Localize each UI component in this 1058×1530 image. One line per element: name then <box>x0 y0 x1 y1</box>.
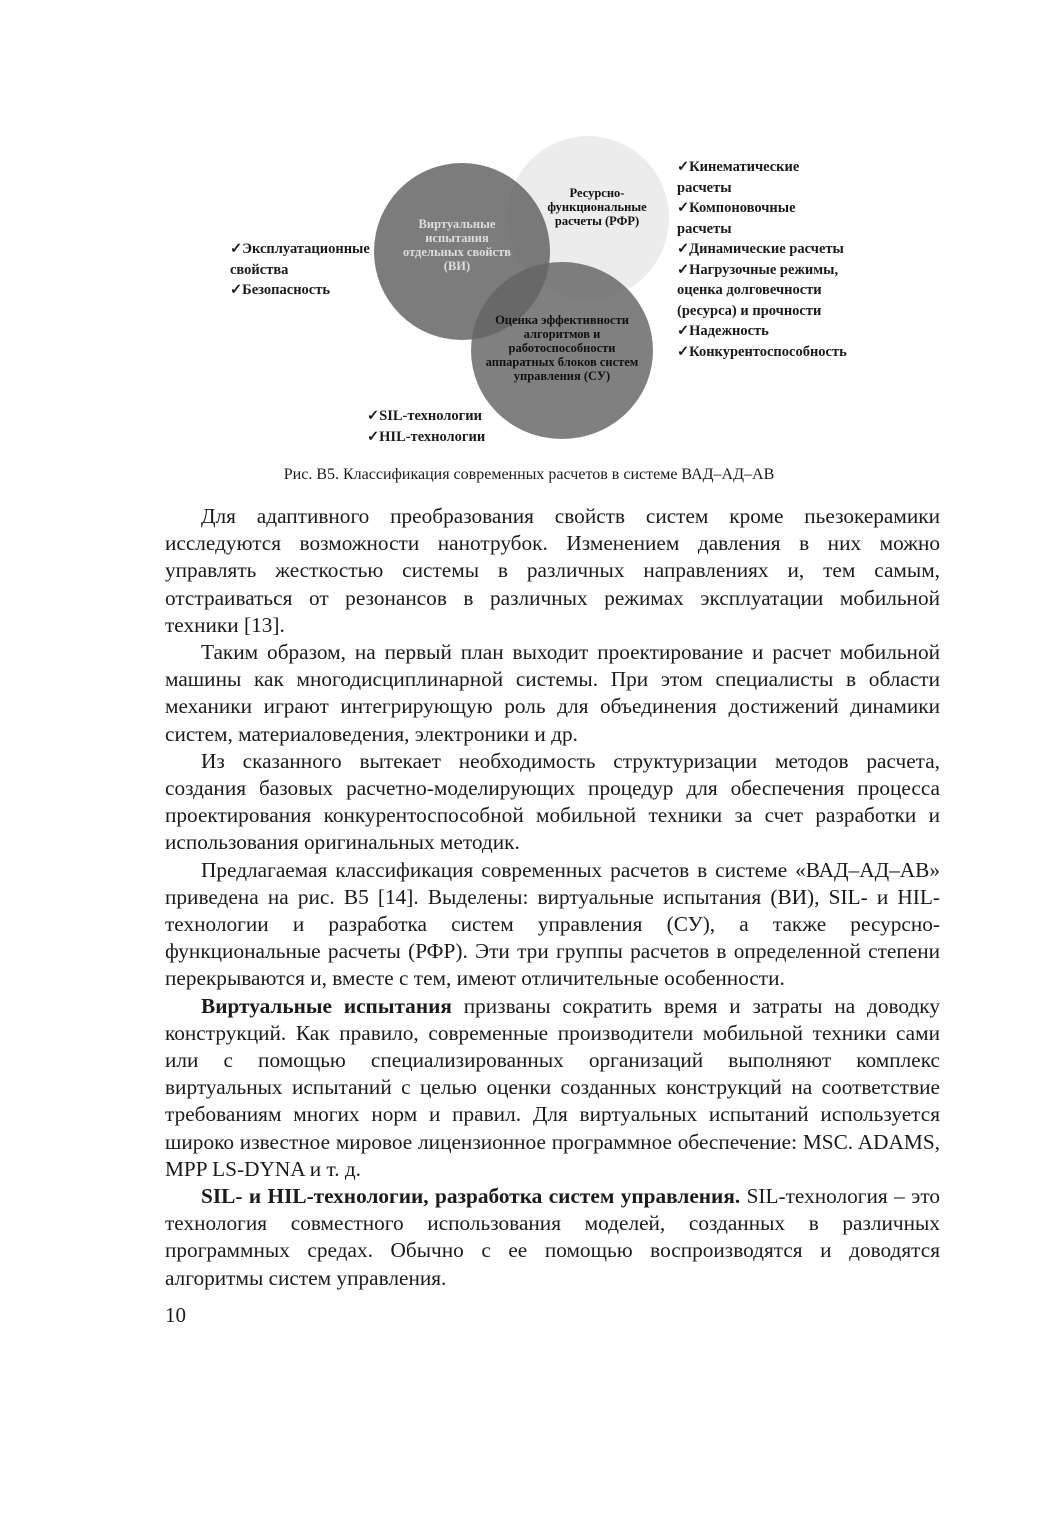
figure-caption: Рис. В5. Классификация современных расчетов в системе ВАД–АД–АВ <box>283 466 775 483</box>
bottom-list <box>367 406 485 447</box>
list-item: ✓Нагрузочные режимы, оценка долговечности (ресурса) и прочности <box>677 261 839 319</box>
right-list <box>677 157 882 362</box>
left-list <box>230 239 400 301</box>
list-item: ✓SIL-технологии <box>367 408 482 424</box>
paragraph-bold: Виртуальные испытания <box>201 993 452 1018</box>
paragraph-text: призваны сократить время и затраты на доводку конструкций. Как правило, современные производители мобильной техники сами или с помощью специализированных организаций выполняют комплекс виртуальных испытаний с целью оценки созданных конструкций на соответствие требованиям многих норм и правил. Для виртуальных испытаний используется широко известное мировое лицензионное программное обеспечение: MSC. ADAMS, MPP LS-DYNA и т. д. <box>165 993 940 1181</box>
circle-su-label: Оценка эффективности алгоритмов и работоспособности аппаратных блоков систем управления (СУ) <box>485 313 639 383</box>
paragraph-text: SIL-технология – это технология совместного использования моделей, созданных в различных программных средах. Обычно с ее помощью воспроизводятся и доводятся алгоритмы систем управления. <box>165 1184 940 1290</box>
list-item: ✓Компоновочные расчеты <box>677 200 796 237</box>
body-text <box>165 503 940 1292</box>
page-number: 10 <box>165 1303 186 1327</box>
paragraph-text: Из сказанного вытекает необходимость структуризации методов расчета, создания базовых расчетно-моделирующих процедур для обеспечения процесса проектирования конкурентоспособной мобильной техники за счет разработки и использования оригинальных методик. <box>165 748 940 855</box>
paragraph-bold: SIL- и HIL-технологии, разработка систем управления. <box>201 1184 741 1209</box>
list-item: ✓Эксплуатационные свойства <box>230 241 370 278</box>
paragraph-text: Таким образом, на первый план выходит проектирование и расчет мобильной машины как многодисциплинарной системы. При этом специалисты в области механики играют интегрирующую роль для объединения достижений динамики систем, материаловедения, электроники и др. <box>165 640 940 746</box>
list-item: ✓Надежность <box>677 323 769 339</box>
list-item: ✓Конкурентоспособность <box>677 343 847 360</box>
paragraph <box>165 993 940 1183</box>
paragraph-text: Предлагаемая классификация современных расчетов в системе «ВАД–АД–АВ» приведена на рис. В5 [14]. Выделены: виртуальные испытания (ВИ), SIL- и HIL-технологии и разработка систем управления (СУ), а также ресурсно-функциональные расчеты (РФР). Эти три группы расчетов в определенной степени перекрываются и, вместе с тем, имеют отличительные особенности. <box>165 857 940 991</box>
circle-vi-label: Виртуальные испытания отдельных свойств (ВИ) <box>403 217 511 273</box>
paragraph <box>165 748 940 857</box>
circle-rfr-label: Ресурсно-функциональные расчеты (РФР) <box>547 186 647 228</box>
list-item: ✓Динамические расчеты <box>677 241 844 257</box>
paragraph <box>165 857 940 993</box>
list-item: ✓Кинематические расчеты <box>677 159 800 196</box>
paragraph <box>165 1183 940 1292</box>
paragraph-text: Для адаптивного преобразования свойств систем кроме пьезокерамики исследуются возможности нанотрубок. Изменением давления в них можно управлять жесткостью системы в различных направлениях и, тем самым, отстраиваться от резонансов в различных режимах эксплуатации мобильной техники [13]. <box>165 504 940 637</box>
list-item: ✓Безопасность <box>230 282 331 298</box>
list-item: ✓HIL-технологии <box>367 428 486 445</box>
paragraph <box>165 503 940 639</box>
paragraph <box>165 639 940 748</box>
